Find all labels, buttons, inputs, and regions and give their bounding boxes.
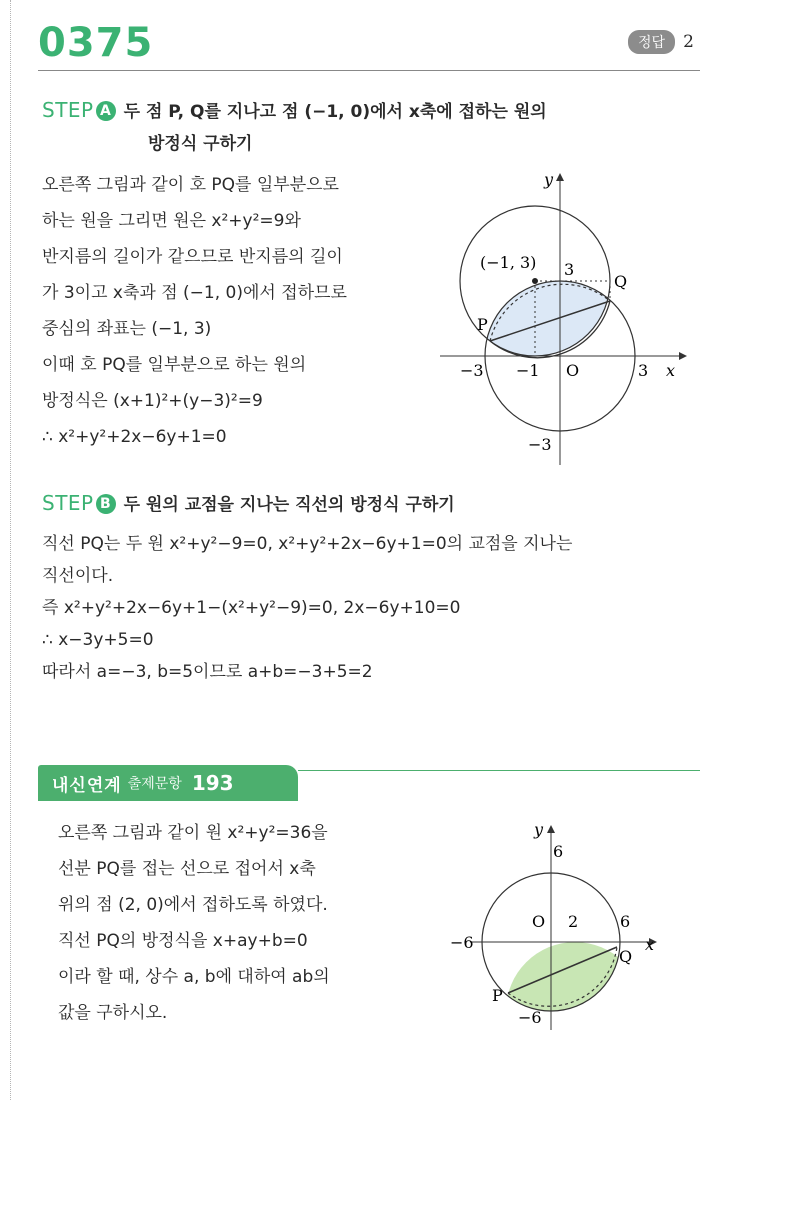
related-line: 오른쪽 그림과 같이 원 x²+y²=36을 [58, 823, 328, 843]
label-y-neg3: −3 [528, 435, 552, 454]
related-line: 위의 점 (2, 0)에서 접하도록 하였다. [58, 895, 328, 915]
label-y-6: 6 [553, 842, 564, 861]
answer-box [628, 30, 694, 54]
step-a-line: 중심의 좌표는 (−1, 3) [42, 319, 212, 339]
label-x-neg6: −6 [450, 933, 474, 952]
step-a-line: 반지름의 길이가 같으므로 반지름의 길이 [42, 247, 343, 267]
label-q: Q [614, 272, 628, 291]
step-b-line: ∴ x−3y+5=0 [42, 630, 154, 650]
label-x-3: 3 [638, 361, 649, 380]
label-x-axis: x [666, 361, 676, 380]
center-dot [532, 278, 538, 284]
label-y-neg6: −6 [518, 1008, 542, 1027]
label-origin: O [532, 912, 546, 931]
label-p: P [477, 315, 488, 334]
banner-number: 193 [191, 771, 234, 795]
header-divider [38, 70, 700, 71]
problem-number: 0375 [38, 20, 154, 66]
related-problem-banner [38, 765, 298, 801]
answer-badge: 정답 [628, 30, 675, 54]
answer-value: 2 [683, 32, 694, 52]
step-a-line: 이때 호 PQ를 일부분으로 하는 원의 [42, 355, 307, 375]
step-b-line: 직선이다. [42, 566, 114, 586]
label-y-3: 3 [564, 260, 575, 279]
step-b-heading [42, 486, 455, 522]
step-a-line: 오른쪽 그림과 같이 호 PQ를 일부분으로 [42, 175, 339, 195]
label-p: P [492, 986, 503, 1005]
related-body [58, 815, 330, 1031]
step-b-title: 두 원의 교점을 지나는 직선의 방정식 구하기 [123, 495, 455, 515]
label-center: (−1, 3) [480, 253, 537, 272]
label-y-axis: y [534, 820, 544, 839]
related-line: 값을 구하시오. [58, 1003, 168, 1023]
step-a-line: 가 3이고 x축과 점 (−1, 0)에서 접하므로 [42, 283, 347, 303]
step-a-body [42, 167, 347, 455]
label-x-2: 2 [568, 912, 579, 931]
step-a-tag: STEP A [42, 98, 116, 122]
banner-main: 내신연계 [52, 775, 122, 796]
step-b-body [42, 528, 572, 688]
label-x-6: 6 [620, 912, 631, 931]
label-q: Q [619, 947, 633, 966]
label-x-neg3: −3 [460, 361, 484, 380]
step-b-tag: STEP B [42, 491, 116, 515]
figure-1-circles [430, 165, 700, 475]
step-b-line: 즉 x²+y²+2x−6y+1−(x²+y²−9)=0, 2x−6y+10=0 [42, 598, 461, 618]
step-a-title-line1: 두 점 P, Q를 지나고 점 (−1, 0)에서 x축에 접하는 원의 [123, 102, 547, 122]
page-margin-rule [10, 0, 11, 1100]
label-origin: O [566, 361, 580, 380]
step-a-heading [42, 93, 547, 129]
figure-2-circle [440, 815, 680, 1040]
step-a-letter: A [96, 101, 116, 121]
label-y-axis: y [544, 170, 554, 189]
step-a-line: ∴ x²+y²+2x−6y+1=0 [42, 427, 227, 447]
related-line: 직선 PQ의 방정식을 x+ay+b=0 [58, 931, 308, 951]
label-x-axis: x [645, 935, 655, 954]
step-a-line: 하는 원을 그리면 원은 x²+y²=9와 [42, 211, 301, 231]
step-b-line: 따라서 a=−3, b=5이므로 a+b=−3+5=2 [42, 662, 373, 682]
banner-divider [298, 770, 700, 771]
related-line: 선분 PQ를 접는 선으로 접어서 x축 [58, 859, 316, 879]
label-x-neg1: −1 [516, 361, 540, 380]
step-b-line: 직선 PQ는 두 원 x²+y²−9=0, x²+y²+2x−6y+1=0의 교점을 지나는 [42, 534, 573, 554]
step-b-letter: B [96, 494, 116, 514]
step-a-title-line2: 방정식 구하기 [148, 134, 253, 154]
step-a-line: 방정식은 (x+1)²+(y−3)²=9 [42, 391, 263, 411]
banner-sub: 출제문항 [127, 776, 182, 792]
related-line: 이라 할 때, 상수 a, b에 대하여 ab의 [58, 967, 330, 987]
